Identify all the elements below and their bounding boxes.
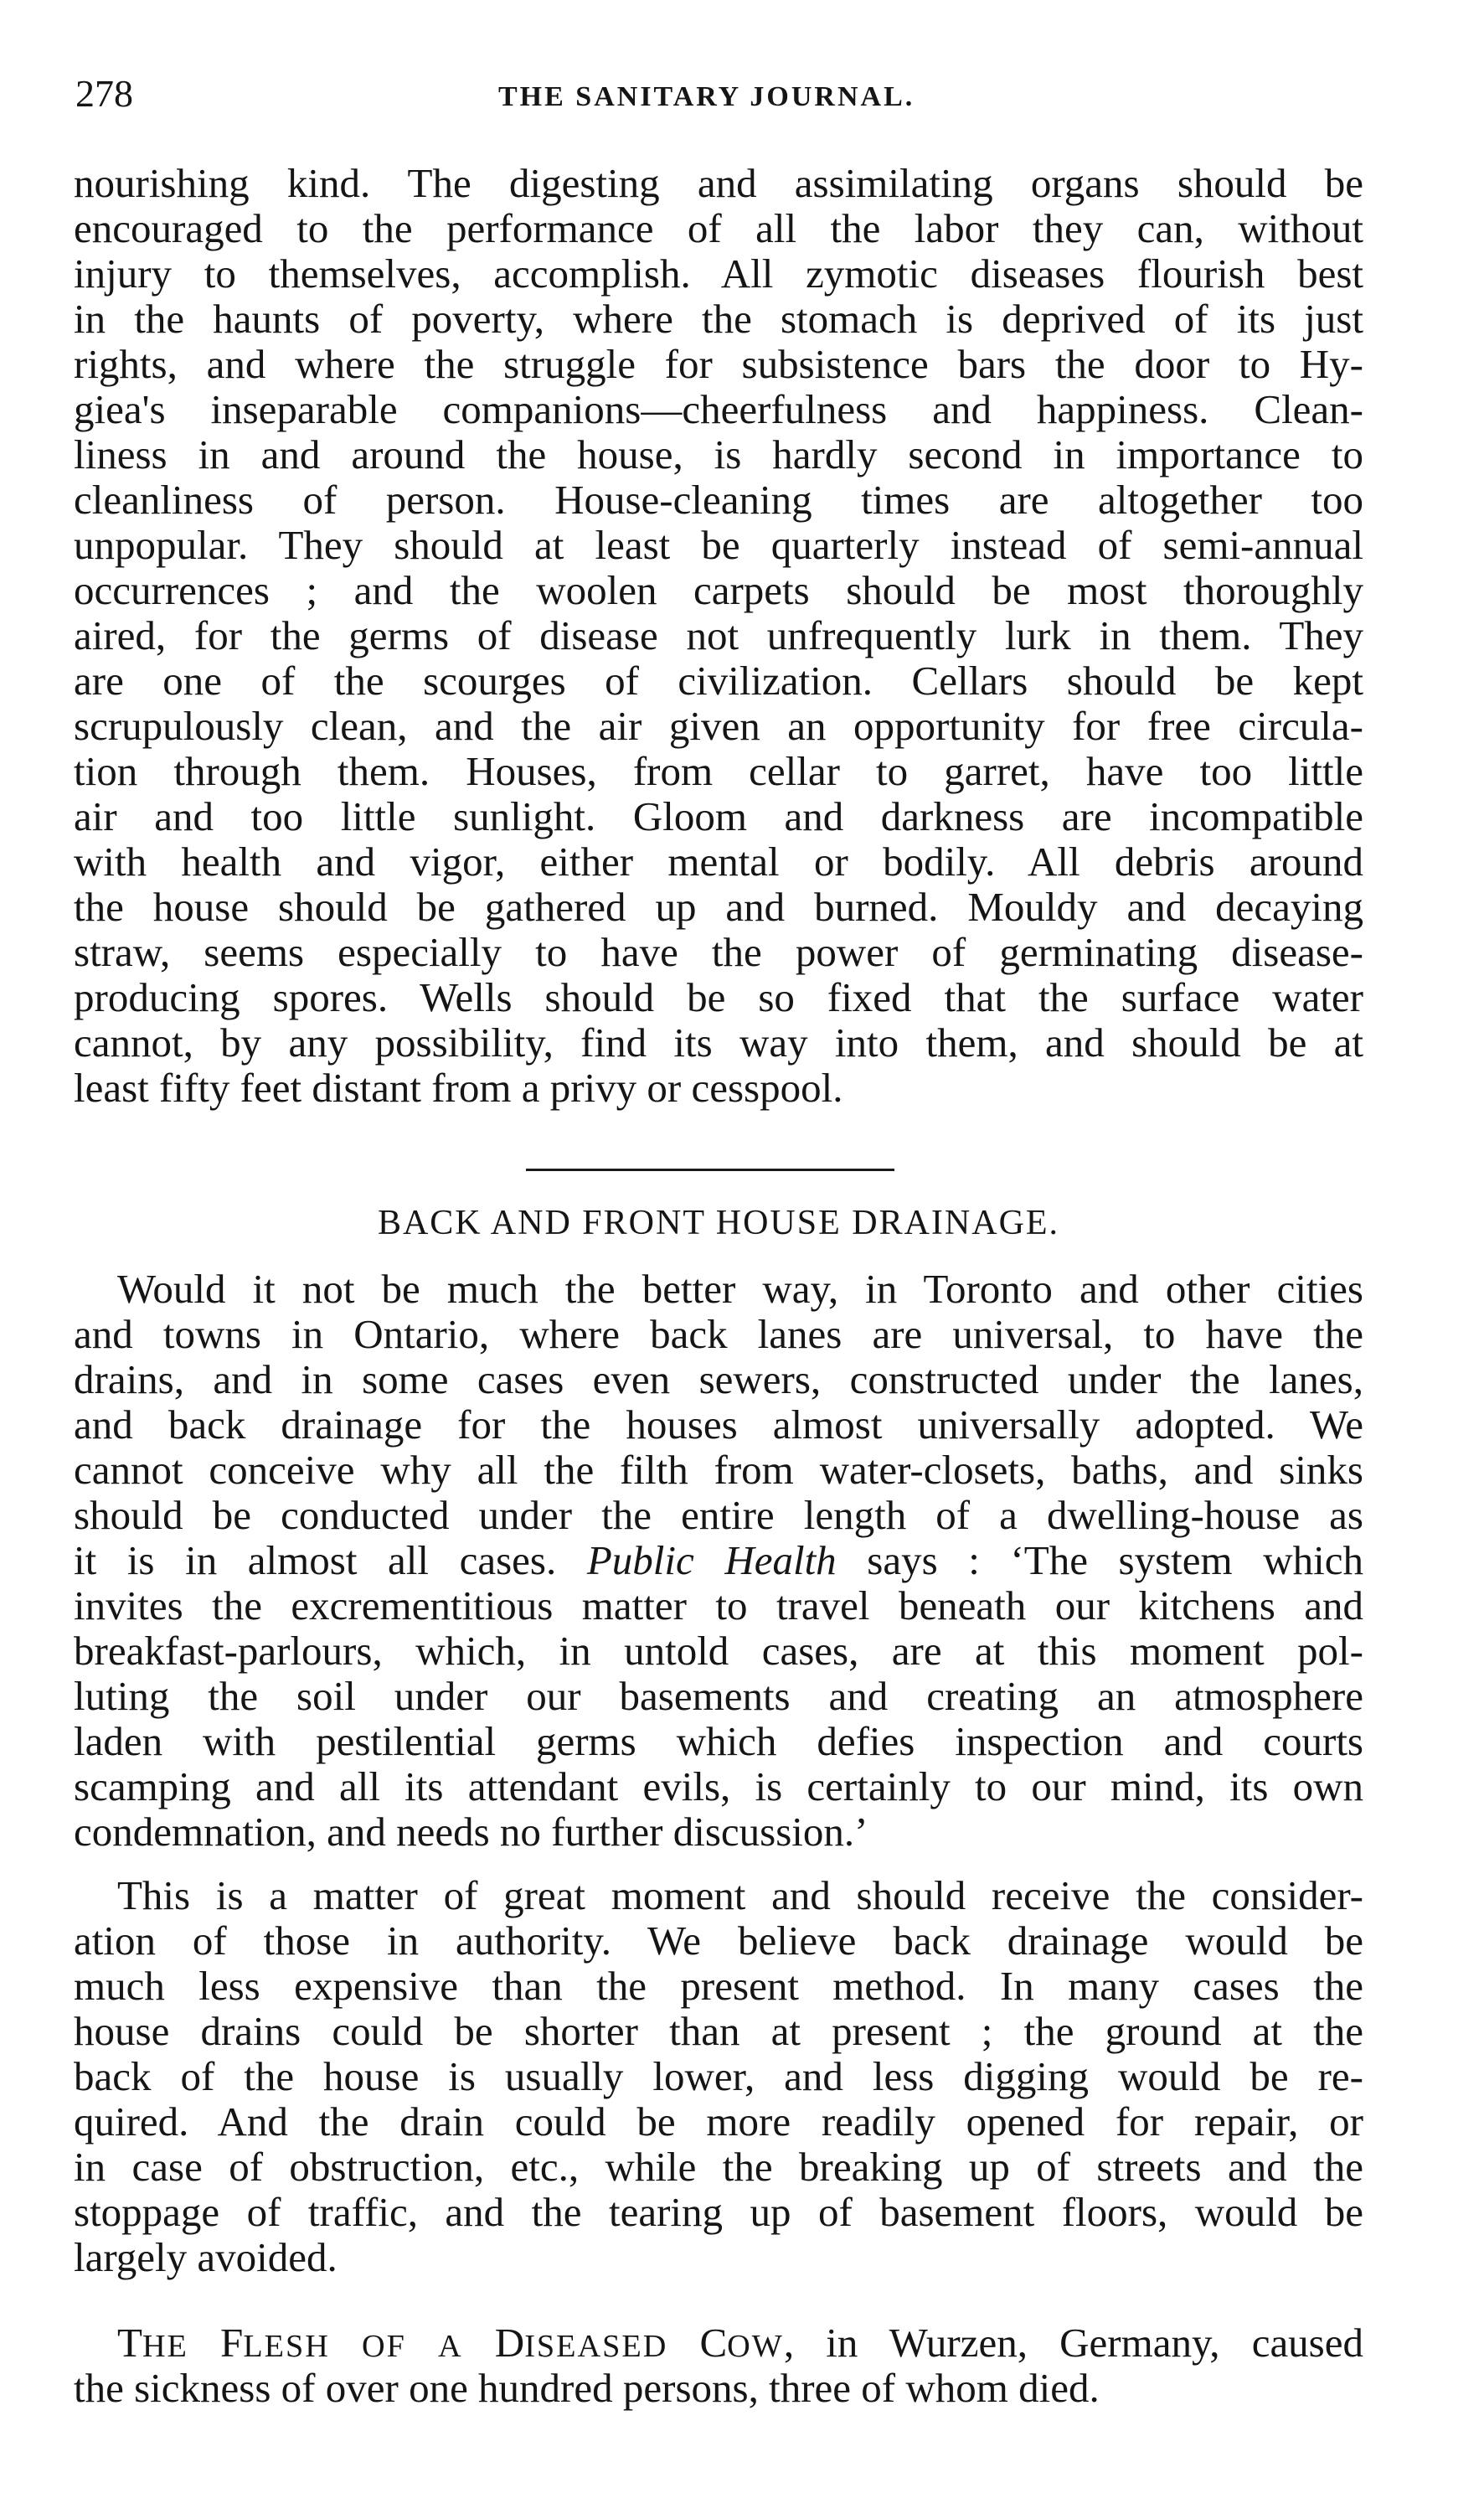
text-line: the house should be gathered up and burned. Mouldy and decaying	[74, 885, 1363, 930]
text-line: in case of obstruction, etc., while the breaking up of streets and the	[74, 2145, 1363, 2190]
small-caps-text: OF	[362, 2329, 406, 2364]
text-line: stoppage of traffic, and the tearing up of basement floors, would be	[74, 2190, 1363, 2235]
text-line: aired, for the germs of disease not unfrequently lurk in them. They	[74, 613, 1363, 658]
paragraph-continued	[74, 161, 1363, 1111]
text-line: ation of those in authority. We believe back drainage would be	[74, 1918, 1363, 1964]
paragraph-authority	[74, 1873, 1363, 2280]
text-line: unpopular. They should at least be quarterly instead of semi-annual	[74, 523, 1363, 568]
text-fragment: says : ‘The system which	[836, 1538, 1363, 1583]
text-line: largely avoided.	[74, 2235, 338, 2280]
text-line: giea's inseparable companions—cheerfulness and happiness. Clean-	[74, 387, 1363, 432]
text-line: condemnation, and needs no further discussion.’	[74, 1809, 868, 1855]
text-line: air and too little sunlight. Gloom and darkness are incompatible	[74, 794, 1363, 839]
small-caps-text: OW	[727, 2329, 784, 2364]
text-line: cleanliness of person. House-cleaning times are altogether too	[74, 477, 1363, 523]
text-line: least fifty feet distant from a privy or cesspool.	[74, 1066, 843, 1111]
text-line: This is a matter of great moment and should receive the consider-	[117, 1873, 1363, 1918]
text-line: the sickness of over one hundred persons, three of whom died.	[74, 2366, 1100, 2411]
text-line: in the haunts of poverty, where the stomach is deprived of its just	[74, 297, 1363, 342]
section-heading: BACK AND FRONT HOUSE DRAINAGE.	[377, 1204, 1060, 1242]
text-line: occurrences ; and the woolen carpets should be most thoroughly	[74, 568, 1363, 613]
small-caps-text: HE	[142, 2329, 188, 2364]
text-line: and towns in Ontario, where back lanes are universal, to have the	[74, 1312, 1363, 1357]
small-caps-text: ISEASED	[524, 2329, 668, 2364]
paragraph-diseased-cow	[74, 2320, 1363, 2411]
text-line: back of the house is usually lower, and less digging would be re-	[74, 2054, 1363, 2099]
text-fragment: it is in almost all cases.	[74, 1538, 587, 1583]
small-caps-initial: D	[494, 2320, 525, 2366]
text-line: straw, seems especially to have the power of germinating disease-	[74, 930, 1363, 975]
small-caps-initial: T	[117, 2320, 142, 2366]
small-caps-initial: F	[220, 2320, 244, 2366]
paragraph-drainage	[74, 1267, 1363, 1855]
text-line: should be conducted under the entire length of a dwelling-house as	[74, 1493, 1363, 1538]
text-line: quired. And the drain could be more readily opened for repair, or	[74, 2099, 1363, 2145]
page-number: 278	[75, 72, 133, 115]
text-line: liness in and around the house, is hardly second in importance to	[74, 432, 1363, 477]
text-line: are one of the scourges of civilization. Cellars should be kept	[74, 658, 1363, 704]
small-caps-text: A	[438, 2329, 463, 2364]
text-line: invites the excrementitious matter to travel beneath our kitchens and	[74, 1583, 1363, 1628]
text-line: luting the soil under our basements and creating an atmosphere	[74, 1674, 1363, 1719]
text-line: tion through them. Houses, from cellar to garret, have too little	[74, 749, 1363, 794]
text-line: breakfast-parlours, which, in untold cases, are at this moment pol-	[74, 1628, 1363, 1674]
text-line: nourishing kind. The digesting and assimilating organs should be	[74, 161, 1363, 206]
cited-publication: Public Health	[586, 1538, 837, 1583]
text-line: producing spores. Wells should be so fixed that the surface water	[74, 975, 1363, 1020]
text-line: encouraged to the performance of all the labor they can, without	[74, 206, 1363, 251]
text-line: cannot, by any possibility, find its way into them, and should be at	[74, 1020, 1363, 1066]
text-line: with health and vigor, either mental or bodily. All debris around	[74, 839, 1363, 885]
text-line: scrupulously clean, and the air given an opportunity for free circula-	[74, 704, 1363, 749]
text-line: house drains could be shorter than at present ; the ground at the	[74, 2009, 1363, 2054]
running-head	[75, 69, 1365, 119]
text-line: laden with pestilential germs which defies inspection and courts	[74, 1719, 1363, 1764]
text-line: scamping and all its attendant evils, is certainly to our mind, its own	[74, 1764, 1363, 1809]
text-line-with-citation	[74, 1538, 1363, 1583]
text-line: much less expensive than the present method. In many cases the	[74, 1964, 1363, 2009]
small-caps-text: LESH	[243, 2329, 330, 2364]
text-fragment: , in Wurzen, Germany, caused	[783, 2320, 1363, 2366]
text-line-small-caps-lead	[74, 2320, 1363, 2366]
text-line: Would it not be much the better way, in Toronto and other cities	[117, 1267, 1363, 1312]
section-divider	[526, 1169, 894, 1171]
text-line: drains, and in some cases even sewers, constructed under the lanes,	[74, 1357, 1363, 1402]
small-caps-initial: C	[699, 2320, 728, 2366]
text-line: cannot conceive why all the filth from water-closets, baths, and sinks	[74, 1448, 1363, 1493]
text-line: rights, and where the struggle for subsistence bars the door to Hy-	[74, 342, 1363, 387]
text-line: and back drainage for the houses almost universally adopted. We	[74, 1402, 1363, 1448]
text-line: injury to themselves, accomplish. All zymotic diseases flourish best	[74, 251, 1363, 297]
journal-title: THE SANITARY JOURNAL.	[498, 81, 915, 112]
